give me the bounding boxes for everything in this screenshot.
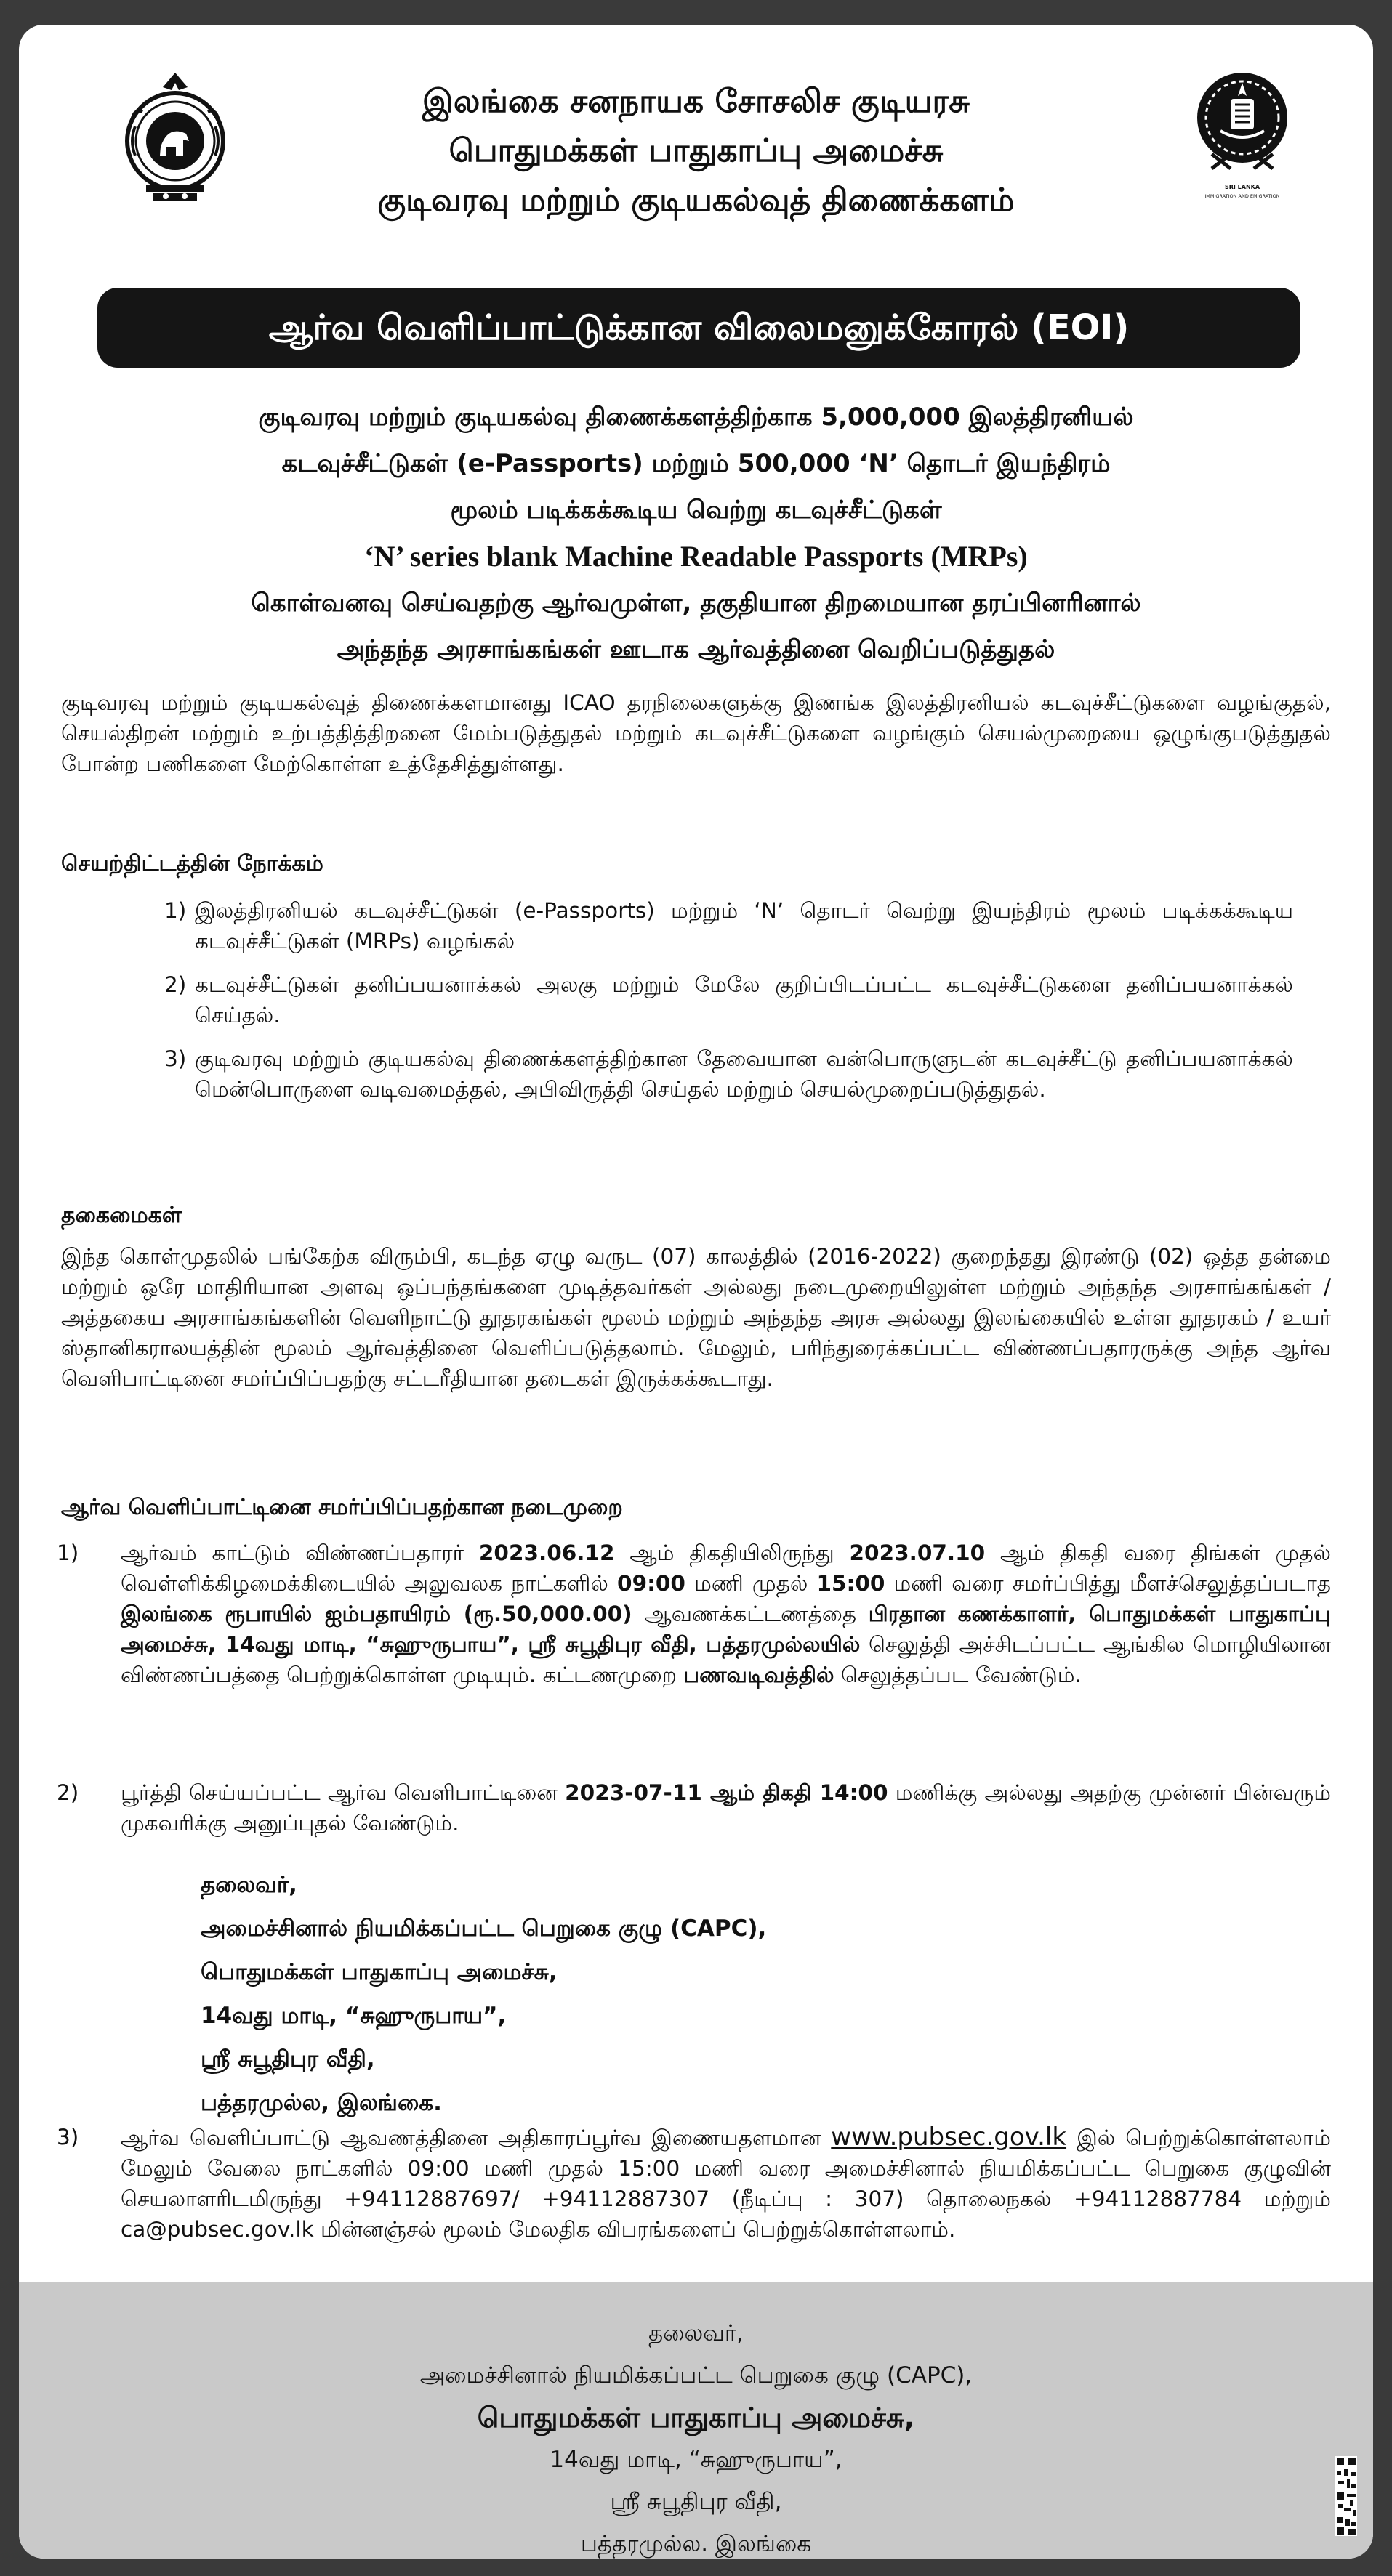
- procedure-item-2: [57, 1777, 1331, 1838]
- footer-line: அமைச்சினால் நியமிக்கப்பட்ட பெறுகை குழு (CAPC),: [419, 2362, 973, 2389]
- deadline: 2023-07-11 ஆம் திகதி 14:00: [565, 1780, 888, 1805]
- start-date: 2023.06.12: [478, 1541, 615, 1565]
- notice-title: [121, 394, 1271, 673]
- procedure-text-3: [121, 2122, 1331, 2245]
- procedure-list-3: [57, 2122, 1331, 2245]
- footer-line: ஸ்ரீ சுபூதிபுர வீதி,: [610, 2489, 782, 2515]
- footer-line: பொதுமக்கள் பாதுகாப்பு அமைச்சு,: [477, 2402, 915, 2434]
- text-run: இல் பெற்றுக்கொள்ளலாம் மேலும் வேலை நாட்களில் 09:00 மணி முதல் 15:00 மணி வரை அமைச்சினால் நியமிக்கப்பட்ட பெறுகை குழுவின் செயலாளரிடமிருந்து +94112887697/ +94112887307 (நீடிப்பு : 307) தொலைநகல் +94112887784 மற்றும் ca@pubsec.gov.lk மின்னஞ்சல் மூலம் மேலதிக விபரங்களைப் பெற்றுக்கொள்ளலாம்.: [121, 2125, 1332, 2242]
- end-date: 2023.07.10: [849, 1541, 986, 1565]
- address-line: ஸ்ரீ சுபூதிபுர வீதி,: [201, 2046, 375, 2072]
- procedure-number: 2): [57, 1780, 79, 1805]
- text-run: ஆர்வம் காட்டும் விண்ணப்பதாரர்: [121, 1541, 479, 1565]
- procedure-item-3: [57, 2122, 1331, 2245]
- procedure-number: 3): [57, 2125, 79, 2149]
- footer-line: பத்தரமுல்ல. இலங்கை: [580, 2531, 812, 2557]
- objective-item: [164, 1043, 1293, 1105]
- intro-paragraph: குடிவரவு மற்றும் குடியகல்வுத் திணைக்களமானது ICAO தரநிலைகளுக்கு இணங்க இலத்திரனியல் கடவுச்சீட்டுகளை வழங்குதல், செயல்திறன் மற்றும் உற்பத்தித்திறனை மேம்படுத்துதல் மற்றும் கடவுச்சீட்டுகளை வழங்கும் செயல்முறையை ஒழுங்குபடுத்துதல் போன்ற பணிகளை மேற்கொள்ள உத்தேசித்துள்ளது.: [61, 690, 1331, 776]
- procedure-list-2: [57, 1777, 1331, 1838]
- objective-item: [164, 969, 1293, 1030]
- procedure-heading: ஆர்வ வெளிப்பாட்டினை சமர்ப்பிப்பதற்கான நடைமுறை: [61, 1495, 623, 1520]
- text-run: ஆம் திகதி வரை திங்கள் முதல் வெள்ளிக்கிழமைக்கிடையில் அலுவலக நாட்களில்: [121, 1541, 1331, 1596]
- department-title: குடிவரவு மற்றும் குடியகல்வுத் திணைக்களம்: [377, 182, 1015, 219]
- procedure-text-1: [121, 1538, 1331, 1690]
- text-run: மணி முதல்: [685, 1571, 817, 1596]
- start-time: 09:00: [617, 1571, 685, 1596]
- country-title: இலங்கை சனநாயக சோசலிச குடியரசு: [422, 83, 970, 120]
- title-line-2: கடவுச்சீட்டுகள் (e-Passports) மற்றும் 500,000 ‘N’ தொடர் இயந்திரம்: [281, 449, 1111, 478]
- text-run: செலுத்தி அச்சிடப்பட்ட ஆங்கில மொழியிலான விண்ணப்பத்தை பெற்றுக்கொள்ள முடியும். கட்டணமுறை: [121, 1632, 1331, 1687]
- header: [19, 25, 1373, 257]
- end-time: 15:00: [816, 1571, 885, 1596]
- procedure-number: 1): [57, 1541, 79, 1565]
- logo-text-sri-lanka: SRI LANKA: [1224, 184, 1260, 190]
- title-line-english: ‘N’ series blank Machine Readable Passports (MRPs): [364, 540, 1028, 573]
- address-line: 14வது மாடி, “சுஹுருபாய”,: [201, 2003, 507, 2029]
- eligibility-paragraph: இந்த கொள்முதலில் பங்கேற்க விரும்பி, கடந்த ஏழு வருட (07) காலத்தில் (2016-2022) குறைந்தது இரண்டு (02) ஒத்த தன்மை மற்றும் ஒரே மாதிரியான அளவு ஒப்பந்தங்களை முடித்தவர்கள் அல்லது நடைமுறையிலுள்ள மற்றும் அந்தந்த அரசாங்கங்கள் / அத்தகைய அரசாங்கங்களின் வெளிநாட்டு தூதரகங்கள் மூலம் மற்றும் அந்தந்த அரசு அல்லது இலங்கையில் உள்ள தூதரகம் / உயர் ஸ்தானிகராலயத்தின் மூலம் ஆர்வத்தினை வெளிப்படுத்தலாம். மேலும், பரிந்துரைக்கப்பட்ட விண்ணப்பதாரருக்கு அந்த ஆர்வ வெளிபாட்டினை சமர்ப்பிப்பதற்கு சட்டரீதியான தடைகள் இருக்கக்கூடாது.: [61, 1244, 1331, 1391]
- title-line-6: அந்தந்த அரசாங்கங்கள் ஊடாக ஆர்வத்தினை வெறிப்படுத்துதல்: [337, 635, 1055, 664]
- objective-number: 2): [164, 972, 187, 997]
- submission-address: [201, 1863, 1331, 2125]
- text-run: செலுத்தப்பட வேண்டும்.: [834, 1663, 1082, 1687]
- payment-method: பணவடிவத்தில்: [683, 1663, 834, 1687]
- objective-text: இலத்திரனியல் கடவுச்சீட்டுகள் (e-Passports) மற்றும் ‘N’ தொடர் வெற்று இயந்திரம் மூலம் படிக்கக்கூடிய கடவுச்சீட்டுகள் (MRPs) வழங்கல்: [195, 898, 1293, 953]
- text-run: மணிக்கு அல்லது அதற்கு முன்னர் பின்வரும் முகவரிக்கு அனுப்புதல் வேண்டும்.: [121, 1780, 1331, 1836]
- footer-line: 14வது மாடி, “சுஹுருபாய”,: [550, 2447, 842, 2473]
- eoi-banner: ஆர்வ வெளிப்பாட்டுக்கான விலைமனுக்கோரல் (EOI): [97, 288, 1300, 368]
- ministry-title: பொதுமக்கள் பாதுகாப்பு அமைச்சு: [448, 132, 944, 169]
- address-line: தலைவர்,: [201, 1872, 297, 1898]
- advertisement-page: [19, 25, 1373, 2559]
- procedure-text-2: [121, 1777, 1331, 1838]
- payment-office: பிரதான கணக்காளர், பொதுமக்கள் பாதுகாப்பு அமைச்சு, 14வது மாடி, “சுஹுருபாய”, ஸ்ரீ சுபூதிபுர வீதி, பத்தரமுல்லயில்: [121, 1602, 1331, 1657]
- text-run: பூர்த்தி செய்யப்பட்ட ஆர்வ வெளிபாட்டினை: [121, 1780, 566, 1805]
- procedure-list-1: [57, 1538, 1331, 1690]
- fee-amount: இலங்கை ரூபாயில் ஐம்பதாயிரம் (ரூ.50,000.00): [121, 1602, 632, 1626]
- objective-number: 3): [164, 1046, 187, 1071]
- qr-code-icon: [1335, 2456, 1357, 2536]
- header-titles: [237, 77, 1155, 225]
- text-run: ஆவணக்கட்டணத்தை: [632, 1602, 869, 1626]
- footer-address: [19, 2282, 1373, 2559]
- objective-text: கடவுச்சீட்டுகள் தனிப்பயனாக்கல் அலகு மற்றும் மேலே குறிப்பிடப்பட்ட கடவுச்சீட்டுகளை தனிப்பயனாக்கல் செய்தல்.: [195, 972, 1293, 1027]
- title-line-1: குடிவரவு மற்றும் குடியகல்வு திணைக்களத்திற்காக 5,000,000 இலத்திரனியல்: [258, 403, 1134, 432]
- objective-number: 1): [164, 898, 187, 923]
- address-line: பொதுமக்கள் பாதுகாப்பு அமைச்சு,: [201, 1959, 558, 1985]
- text-run: மணி வரை சமர்ப்பித்து மீளச்செலுத்தப்படாத: [885, 1571, 1331, 1596]
- objective-text: குடிவரவு மற்றும் குடியகல்வு திணைக்களத்திற்கான தேவையான வன்பொருளுடன் கடவுச்சீட்டு தனிப்பயனாக்கல் மென்பொருளை வடிவமைத்தல், அபிவிருத்தி செய்தல் மற்றும் செயல்முறைப்படுத்துதல்.: [195, 1046, 1293, 1102]
- title-line-3: மூலம் படிக்கக்கூடிய வெற்று கடவுச்சீட்டுகள்: [450, 496, 942, 525]
- eligibility-heading: தகைமைகள்: [61, 1203, 182, 1228]
- objective-item: [164, 895, 1293, 956]
- procedure-item-1: [57, 1538, 1331, 1690]
- address-line: பத்தரமுல்ல, இலங்கை.: [201, 2090, 442, 2116]
- logo-text-immigration: IMMIGRATION AND EMIGRATION: [1204, 193, 1280, 199]
- website-link[interactable]: www.pubsec.gov.lk: [831, 2123, 1067, 2152]
- text-run: ஆம் திகதியிலிருந்து: [614, 1541, 850, 1565]
- sri-lanka-emblem-icon: [121, 68, 230, 206]
- objectives-heading: செயற்திட்டத்தின் நோக்கம்: [61, 851, 323, 876]
- footer-line: தலைவர்,: [648, 2320, 744, 2346]
- immigration-emblem-icon: [1184, 67, 1300, 212]
- objectives-list: [164, 895, 1293, 1105]
- address-line: அமைச்சினால் நியமிக்கப்பட்ட பெறுகை குழு (CAPC),: [201, 1915, 767, 1942]
- title-line-5: கொள்வனவு செய்வதற்கு ஆர்வமுள்ள, தகுதியான திறமையான தரப்பினரினால்: [251, 589, 1141, 618]
- text-run: ஆர்வ வெளிப்பாட்டு ஆவணத்தினை அதிகாரப்பூர்வ இணையதளமான: [121, 2125, 832, 2150]
